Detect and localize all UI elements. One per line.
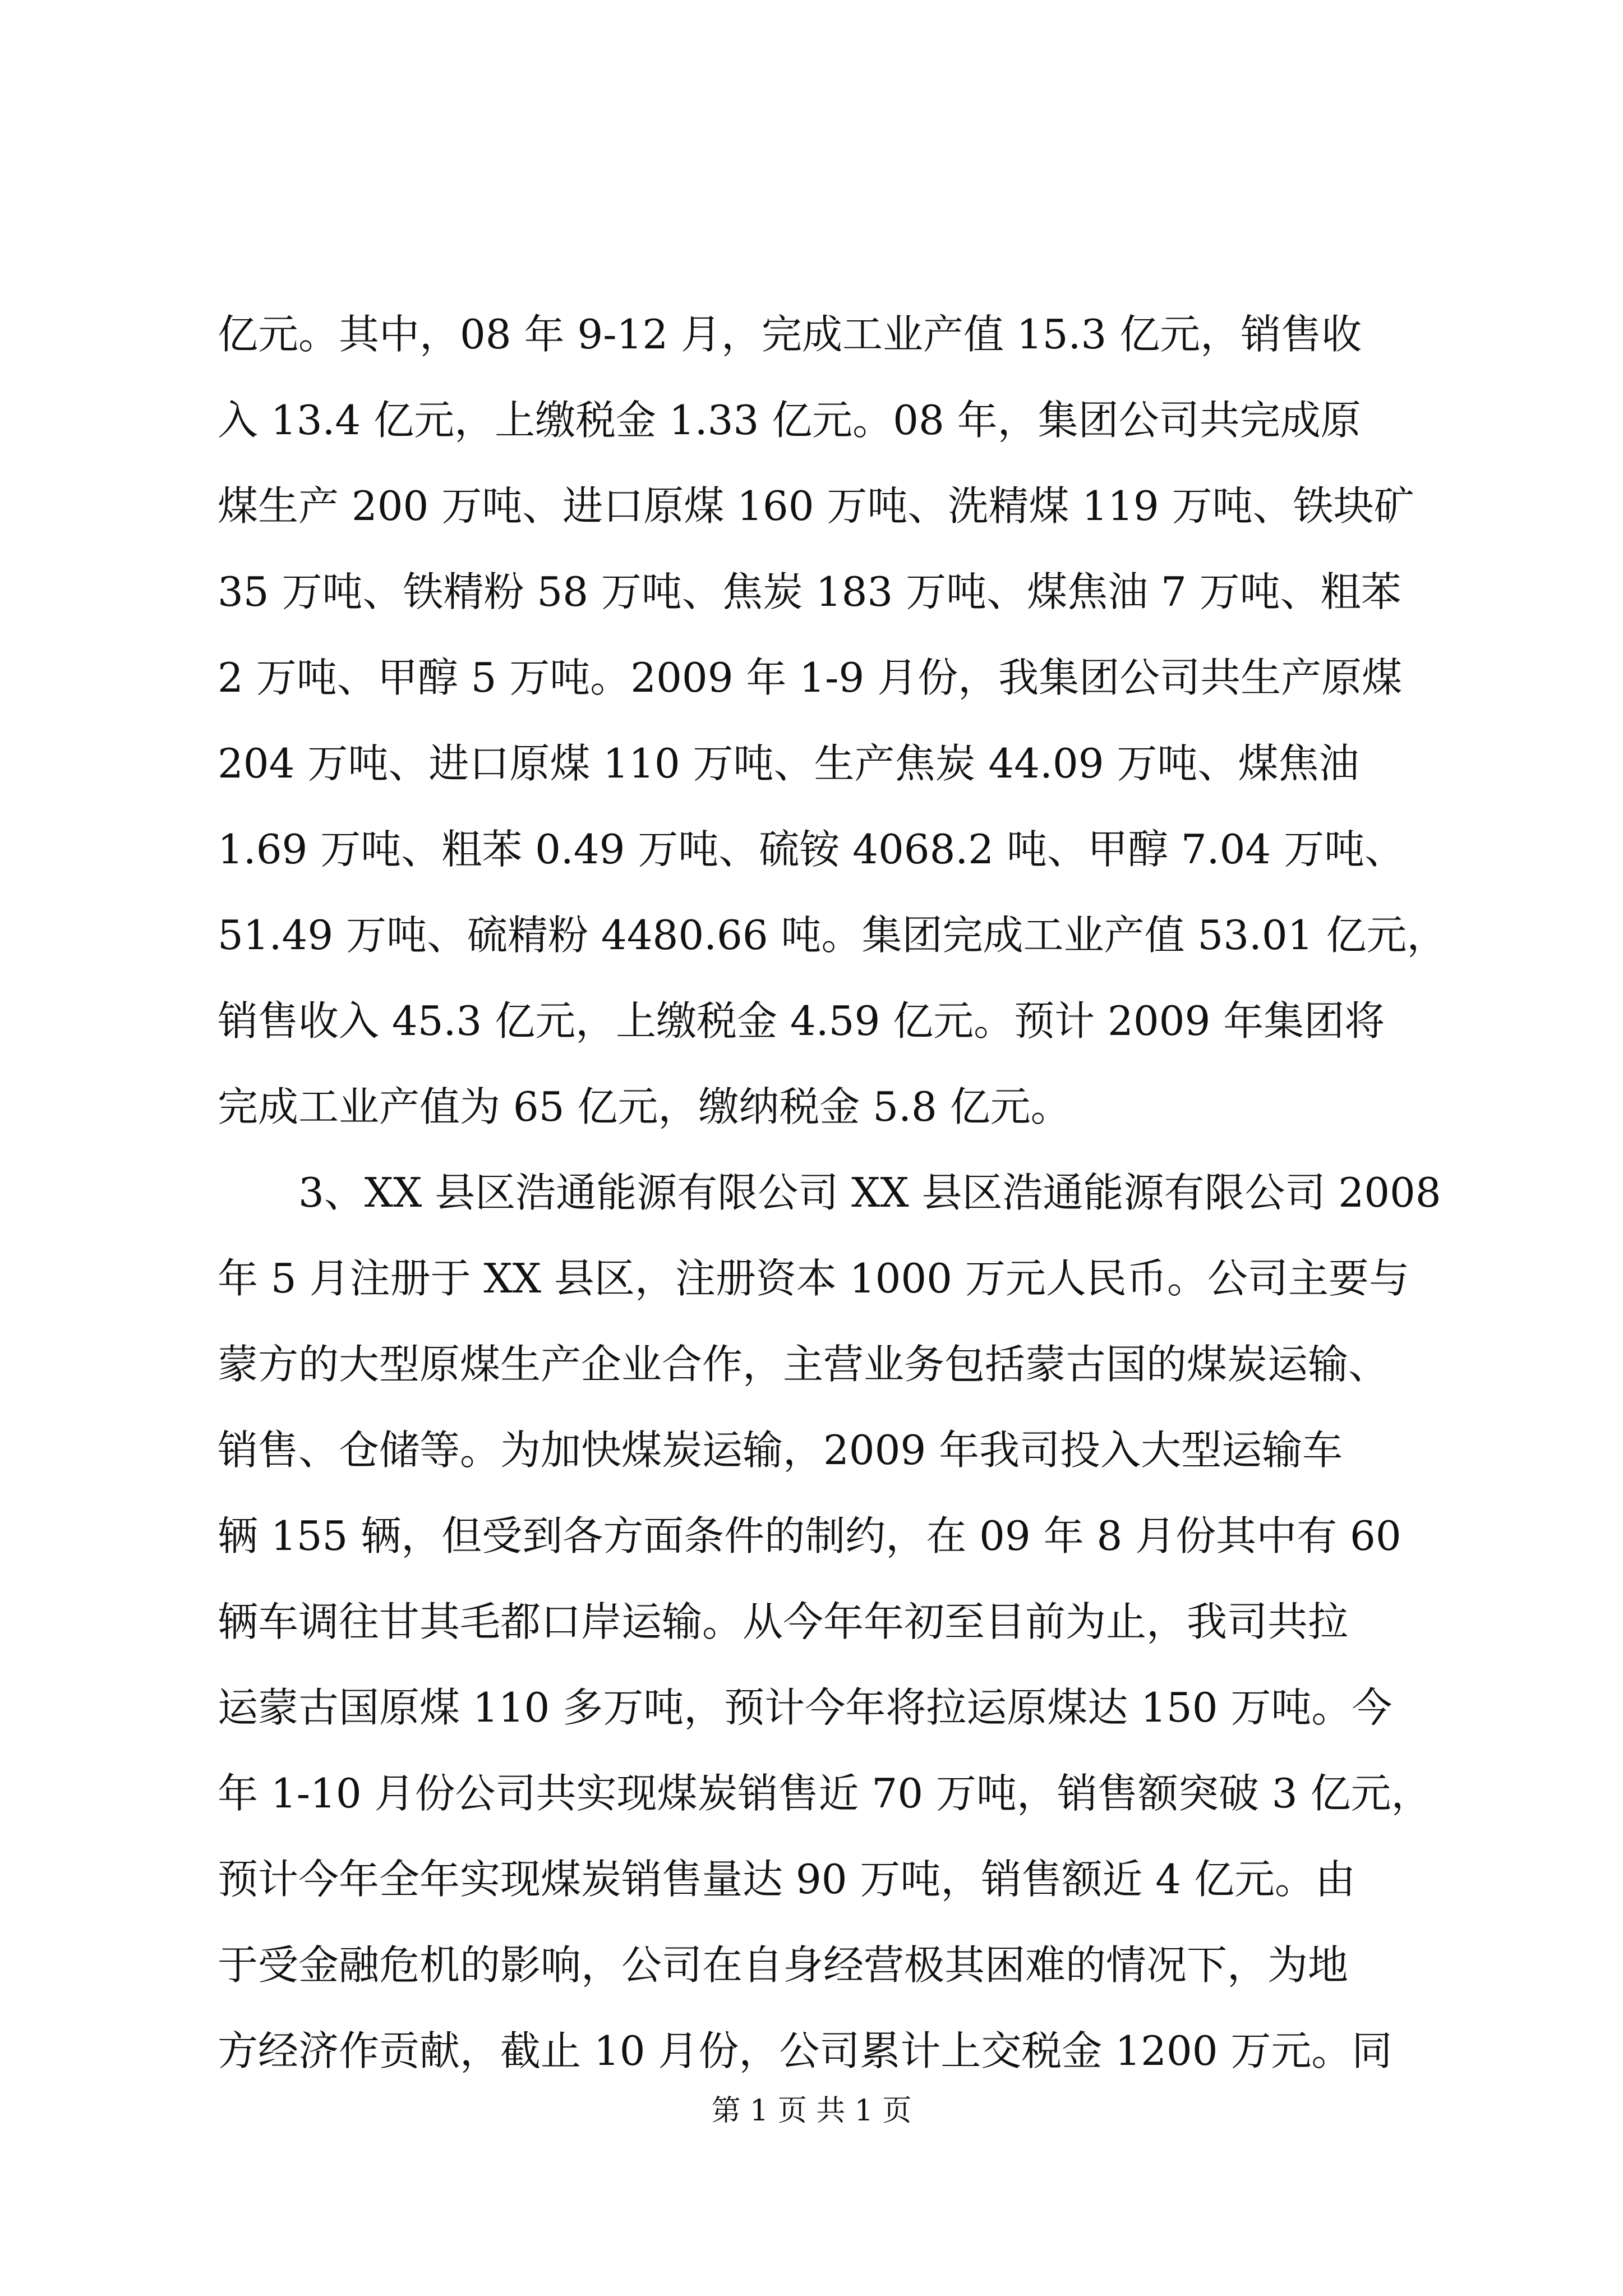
- text-line: 辆 155 辆，但受到各方面条件的制约，在 09 年 8 月份其中有 60: [218, 1512, 1401, 1559]
- text-line: 完成工业产值为 65 亿元，缴纳税金 5.8 亿元。: [218, 1083, 1071, 1130]
- text-line: 3、XX 县区浩通能源有限公司 XX 县区浩通能源有限公司 2008: [218, 1169, 1441, 1216]
- text-line: 销售收入 45.3 亿元，上缴税金 4.59 亿元。预计 2009 年集团将: [218, 997, 1385, 1045]
- text-line: 入 13.4 亿元，上缴税金 1.33 亿元。08 年，集团公司共完成原: [218, 397, 1361, 444]
- text-line: 运蒙古国原煤 110 多万吨，预计今年将拉运原煤达 150 万吨。今: [218, 1684, 1393, 1731]
- text-line: 亿元。其中，08 年 9-12 月，完成工业产值 15.3 亿元，销售收: [218, 311, 1362, 358]
- text-line: 35 万吨、铁精粉 58 万吨、焦炭 183 万吨、煤焦油 7 万吨、粗苯: [218, 568, 1401, 615]
- text-line: 1.69 万吨、粗苯 0.49 万吨、硫铵 4068.2 吨、甲醇 7.04 万吨、: [218, 826, 1405, 873]
- text-line: 204 万吨、进口原煤 110 万吨、生产焦炭 44.09 万吨、煤焦油: [218, 740, 1359, 787]
- text-line: 年 5 月注册于 XX 县区，注册资本 1000 万元人民币。公司主要与: [218, 1255, 1409, 1302]
- text-line: 预计今年全年实现煤炭销售量达 90 万吨，销售额近 4 亿元。由: [218, 1856, 1355, 1903]
- text-line: 于受金融危机的影响，公司在自身经营极其困难的情况下，为地: [218, 1941, 1349, 1989]
- page-footer: 第 1 页 共 1 页: [711, 2094, 912, 2128]
- text-line: 煤生产 200 万吨、进口原煤 160 万吨、洗精煤 119 万吨、铁块矿: [218, 482, 1414, 530]
- body-text: [218, 292, 1447, 2094]
- text-line: 2 万吨、甲醇 5 万吨。2009 年 1-9 月份，我集团公司共生产原煤: [218, 654, 1403, 701]
- text-line: 方经济作贡献，截止 10 月份，公司累计上交税金 1200 万元。同: [218, 2027, 1393, 2074]
- text-line: 年 1-10 月份公司共实现煤炭销售近 70 万吨，销售额突破 3 亿元，: [218, 1770, 1432, 1817]
- text-line: 辆车调往甘其毛都口岸运输。从今年年初至目前为止，我司共拉: [218, 1598, 1349, 1645]
- text-line: 蒙方的大型原煤生产企业合作，主营业务包括蒙古国的煤炭运输、: [218, 1341, 1389, 1388]
- text-line: 51.49 万吨、硫精粉 4480.66 吨。集团完成工业产值 53.01 亿元，: [218, 912, 1447, 959]
- text-line: 销售、仓储等。为加快煤炭运输，2009 年我司投入大型运输车: [218, 1427, 1343, 1474]
